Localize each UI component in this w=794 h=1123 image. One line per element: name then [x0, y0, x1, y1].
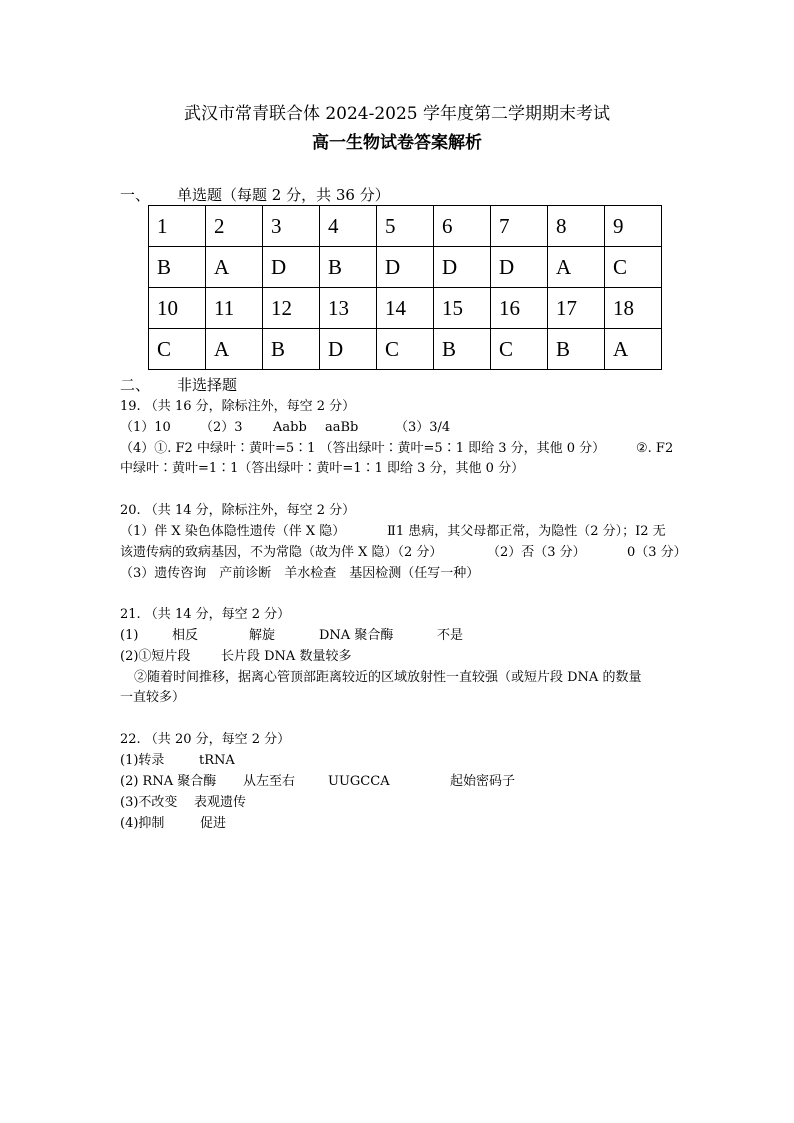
q21-answer-2a: (2)①短片段 — [120, 649, 191, 664]
question-number-cell: 4 — [320, 206, 377, 247]
answer-row — [149, 247, 662, 288]
question-number-cell: 12 — [263, 288, 320, 329]
answer-cell: B — [548, 329, 605, 370]
answer-cell: B — [263, 329, 320, 370]
q21-part1: (1) — [120, 628, 139, 643]
q21-heading: 21. （共 14 分，每空 2 分） — [120, 607, 291, 622]
answer-cell: B — [149, 247, 206, 288]
question-number-cell: 10 — [149, 288, 206, 329]
answer-cell: B — [434, 329, 491, 370]
q21-answer-2c-cont: 一直较多） — [120, 690, 186, 705]
q22-answer-3b: 表观遗传 — [194, 795, 247, 810]
q21-answer-2c: ②随着时间推移，据离心管顶部距离较近的区域放射性一直较强（或短片段 DNA 的数量 — [134, 670, 642, 685]
question-number-cell: 15 — [434, 288, 491, 329]
q19-answer-2a: Aabb — [273, 420, 307, 435]
q22-heading: 22. （共 20 分，每空 2 分） — [120, 732, 291, 747]
q22-answer-1b: tRNA — [199, 753, 235, 768]
answer-cell: C — [377, 329, 434, 370]
q20-answer-2b: 0（3 分） — [627, 545, 687, 560]
q19-answer-1: （1）10 — [120, 420, 171, 435]
question-number-cell: 2 — [206, 206, 263, 247]
question-number-row — [149, 288, 662, 329]
q19-answer-2b: aaBb — [325, 420, 359, 435]
q21-answer-1a: 相反 — [172, 628, 199, 643]
answer-cell: C — [491, 329, 548, 370]
answer-cell: D — [320, 329, 377, 370]
section1-number: 一、 — [120, 186, 151, 204]
q21-answer-1d: 不是 — [437, 628, 464, 643]
q19-answer-4a: （4）①. F2 中绿叶∶黄叶=5∶1 （答出绿叶∶黄叶=5∶1 即给 3 分，其他 0 分） — [120, 441, 606, 456]
q21-answer-1c: DNA 聚合酶 — [319, 628, 394, 643]
q22-answer-3a: (3)不改变 — [120, 795, 178, 810]
answer-cell: C — [605, 247, 662, 288]
question-number-cell: 18 — [605, 288, 662, 329]
question-number-cell: 11 — [206, 288, 263, 329]
q20-answer-3: （3）遗传咨询 产前诊断 羊水检查 基因检测（任写一种） — [120, 566, 480, 581]
question-number-cell: 3 — [263, 206, 320, 247]
answer-cell: A — [605, 329, 662, 370]
section1-label: 单选题（每题 2 分，共 36 分） — [177, 186, 390, 204]
answer-cell: C — [149, 329, 206, 370]
q20-answer-1-reason-cont: 该遗传病的致病基因，不为常隐（故为伴 X 隐）（2 分） — [120, 545, 443, 560]
answer-cell: D — [263, 247, 320, 288]
answer-cell: A — [206, 247, 263, 288]
answer-cell: D — [434, 247, 491, 288]
answer-table — [148, 205, 662, 370]
answer-cell: A — [548, 247, 605, 288]
question-number-cell: 9 — [605, 206, 662, 247]
q19-answer-2: （2）3 — [200, 420, 243, 435]
question-number-cell: 14 — [377, 288, 434, 329]
q20-answer-1-reason: Ⅱ1 患病，其父母都正常，为隐性（2 分）；I2 无 — [387, 524, 666, 539]
q22-answer-4a: (4)抑制 — [120, 816, 165, 831]
answer-cell: D — [491, 247, 548, 288]
q21-answer-1b: 解旋 — [249, 628, 276, 643]
answer-cell: D — [377, 247, 434, 288]
answer-cell: B — [320, 247, 377, 288]
question-number-cell: 1 — [149, 206, 206, 247]
q22-answer-2c: UUGCCA — [328, 774, 390, 789]
exam-subtitle: 高一生物试卷答案解析 — [312, 133, 482, 153]
question-number-cell: 5 — [377, 206, 434, 247]
q22-answer-2a: (2) RNA 聚合酶 — [120, 774, 217, 789]
question-number-cell: 8 — [548, 206, 605, 247]
q21-answer-2b: 长片段 DNA 数量较多 — [221, 649, 352, 664]
question-number-cell: 6 — [434, 206, 491, 247]
answer-row — [149, 329, 662, 370]
q19-heading: 19. （共 16 分，除标注外，每空 2 分） — [120, 399, 356, 414]
section2-number: 二、 — [120, 376, 151, 394]
q20-heading: 20. （共 14 分，除标注外，每空 2 分） — [120, 503, 356, 518]
answer-cell: A — [206, 329, 263, 370]
q22-answer-1a: (1)转录 — [120, 753, 165, 768]
q20-answer-2: （2）否（3 分） — [487, 545, 586, 560]
exam-title: 武汉市常青联合体 2024-2025 学年度第二学期期末考试 — [183, 104, 611, 124]
question-number-cell: 7 — [491, 206, 548, 247]
question-number-cell: 17 — [548, 288, 605, 329]
question-number-row — [149, 206, 662, 247]
question-number-cell: 16 — [491, 288, 548, 329]
question-number-cell: 13 — [320, 288, 377, 329]
q22-answer-2b: 从左至右 — [243, 774, 296, 789]
q22-answer-4b: 促进 — [200, 816, 227, 831]
q19-answer-3: （3）3/4 — [395, 420, 451, 435]
q19-answer-4b: ②. F2 — [636, 441, 674, 456]
q20-answer-1: （1）伴 X 染色体隐性遗传（伴 X 隐） — [120, 524, 346, 539]
q19-answer-4b-cont: 中绿叶∶黄叶=1∶1（答出绿叶∶黄叶=1∶1 即给 3 分，其他 0 分） — [120, 461, 525, 476]
section2-label: 非选择题 — [177, 376, 238, 394]
q22-answer-2d: 起始密码子 — [450, 774, 516, 789]
